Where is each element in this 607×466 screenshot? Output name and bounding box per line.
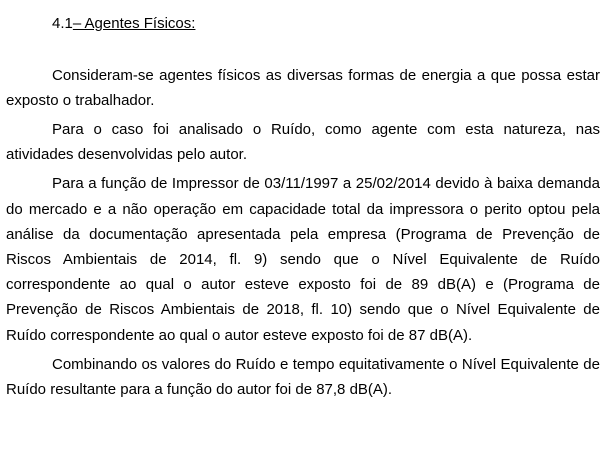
paragraph-printer-function: Para a função de Impressor de 03/11/1997 a 25/02/2014 devido à baixa demanda do mercado e a não operação em capacidade total da impressora o perito optou pela análise da documentação apresentada pela empresa (Programa de Prevenção de Riscos Ambientais de 2014, fl. 9) sendo que o Nível Equivalente de Ruído correspondente ao qual o autor esteve exposto foi de 89 dB(A) e (Programa de Prevenção de Riscos Ambientais de 2018, fl. 10) sendo que o Nível Equivalente de Ruído correspondente ao qual o autor esteve exposto foi de 87 dB(A). bbox=[6, 175, 600, 344]
paragraph-combined-noise-level: Combinando os valores do Ruído e tempo equitativamente o Nível Equivalente de Ruído resultante para a função do autor foi de 87,8 dB(A). bbox=[6, 355, 600, 398]
section-heading bbox=[52, 14, 195, 34]
section-number: 4.1 bbox=[52, 15, 73, 32]
paragraph-noise-analysis: Para o caso foi analisado o Ruído, como agente com esta natureza, nas atividades desenvolvidas pelo autor. bbox=[6, 121, 600, 164]
section-title: – Agentes Físicos: bbox=[72, 15, 196, 32]
paragraph-physical-agents-definition: Consideram-se agentes físicos as diversas formas de energia a que possa estar exposto o trabalhador. bbox=[6, 67, 600, 110]
document-body bbox=[6, 63, 600, 406]
